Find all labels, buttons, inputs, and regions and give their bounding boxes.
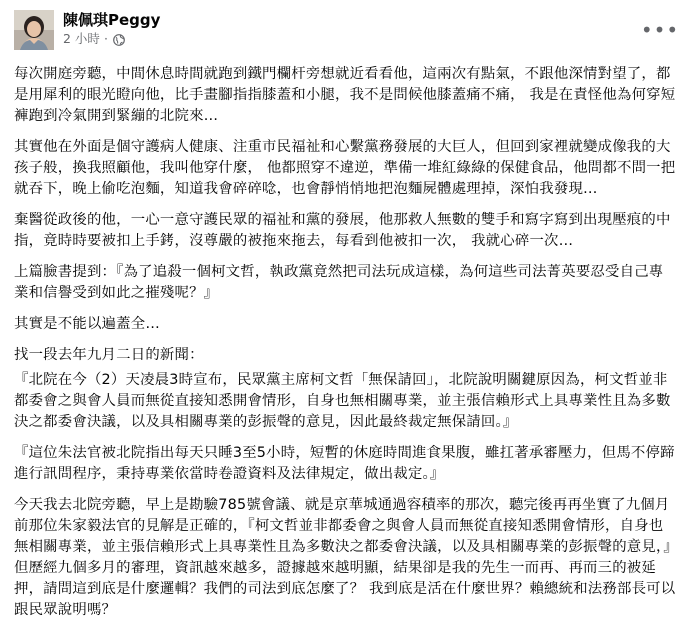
more-options-icon: ••• <box>640 18 680 42</box>
more-options-button[interactable] <box>642 12 678 48</box>
post-paragraph: 『北院在今（2）天凌晨3時宣布，民眾黨主席柯文哲「無保請回」，北院說明關鍵原因為，柯文哲並非都委會之與會人員而無從直接知悉開會情形，自身也無相關專業，並主張信賴形式上具專業性且為多數決之都委會決議，以及具相關專業的彭振聲的意見，因此最終裁定無保請回。』 <box>14 372 671 430</box>
avatar[interactable] <box>14 10 54 50</box>
post-paragraph: 每次開庭旁聽，中間休息時間就跑到鐵門欄杆旁想就近看看他，這兩次有點氣，不跟他深情對望了，都是用犀利的眼光瞪向他，比手畫腳指指膝蓋和小腿，我不是問候他膝蓋痛不痛， 我是在責怪他為何穿短褲跑到冷氣開到緊繃的北院來… <box>14 66 676 124</box>
post-paragraph: 其實他在外面是個守護病人健康、注重市民福祉和心繫黨務發展的大巨人，但回到家裡就變成像我的大孩子般，換我照顧他，我叫他穿什麼， 他都照穿不違逆，準備一堆紅綠綠的保健食品，他問都不問一把就吞下，晚上偷吃泡麵，知道我會碎碎唸，也會靜悄悄地把泡麵屍體處理掉，深怕我發現… <box>14 139 676 197</box>
post-time[interactable]: 2 小時 <box>63 31 100 46</box>
post-paragraph: 『這位朱法官被北院指出每天只睡3至5小時，短暫的休庭時間進食果腹，雖扛著承審壓力，但馬不停蹄進行訊問程序，秉持專業依當時卷證資料及法律規定，做出裁定。』 <box>14 445 675 482</box>
avatar-image <box>14 10 54 50</box>
post-body <box>14 64 676 621</box>
post-paragraph: 上篇臉書提到：『為了追殺一個柯文哲，執政黨竟然把司法玩成這樣，為何這些司法菁英要忍受自己專業和信譽受到如此之摧殘呢？』 <box>14 264 664 301</box>
post-subline <box>63 30 160 48</box>
globe-icon <box>113 33 125 45</box>
post-paragraph: 找一段去年九月二日的新聞： <box>14 347 204 363</box>
post-paragraph: 其實是不能以遍蓋全… <box>14 316 160 332</box>
author-name[interactable]: 陳佩琪Peggy <box>63 11 161 29</box>
separator-dot: · <box>103 31 108 46</box>
post-paragraph: 今天我去北院旁聽，早上是勘驗785號會議、就是京華城通過容積率的那次，聽完後再再坐實了九個月前那位朱家毅法官的見解是正確的，『柯文哲並非都委會之與會人員而無從直接知悉開會情形，自身也無相關專業，並主張信賴形式上具專業性且為多數決之都委會決議，以及具相關專業的彭振聲的意見，』但歷經九個多月的審理，資訊越來越多，證據越來越明顯，結果卻是我的先生一而再、再而三的被延押，請問這到底是什麼邏輯？我們的司法到底怎麼了？ 我到底是活在什麼世界？賴總統和法務部長可以跟民眾說明嗎？ <box>14 497 676 618</box>
post-paragraph: 棄醫從政後的他，一心一意守護民眾的福祉和黨的發展，他那救人無數的雙手和寫字寫到出現壓痕的中指，竟時時要被扣上手銬，沒尊嚴的被拖來拖去，每看到他被扣一次， 我就心碎一次… <box>14 212 671 249</box>
post-header <box>14 10 680 56</box>
post-meta <box>63 10 160 48</box>
